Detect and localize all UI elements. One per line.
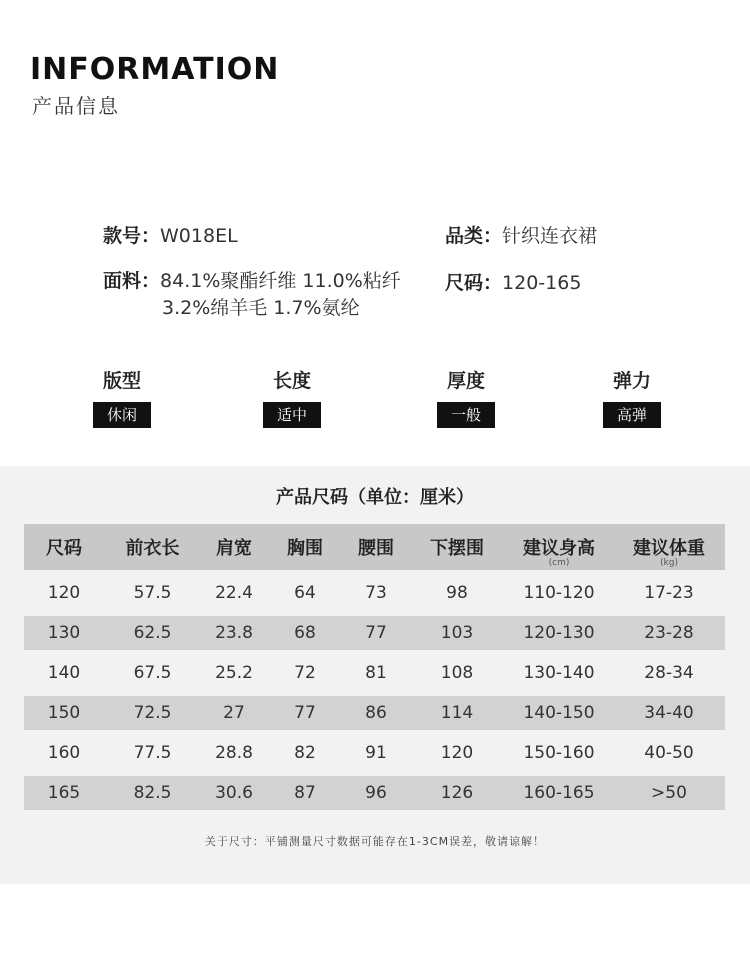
attribute-title: 版型	[102, 370, 141, 392]
size-label: 尺码：	[445, 272, 503, 294]
header-chest: 胸围	[267, 524, 343, 570]
table-cell: 140-150	[505, 696, 613, 730]
table-cell: 114	[409, 696, 505, 730]
size-footnote: 关于尺寸：平铺测量尺寸数据可能存在1-3CM误差，敬请谅解！	[204, 835, 546, 848]
header-hem: 下摆围	[409, 524, 505, 570]
category	[445, 221, 597, 248]
table-cell: 130-140	[505, 650, 613, 696]
table-cell: 23-28	[613, 616, 725, 650]
attribute-title: 长度	[272, 370, 311, 392]
header-front-length: 前衣长	[104, 524, 201, 570]
table-cell: 64	[267, 570, 343, 616]
attribute-title: 弹力	[612, 370, 651, 392]
table-cell: 82	[267, 730, 343, 776]
table-cell: 160	[24, 730, 104, 776]
table-cell: 160-165	[505, 776, 613, 810]
attribute-fit	[62, 366, 182, 428]
table-cell: 130	[24, 616, 104, 650]
table-row	[24, 650, 725, 696]
attribute-thickness	[406, 366, 526, 428]
table-cell: 82.5	[104, 776, 201, 810]
size-table	[24, 524, 725, 810]
table-cell: 126	[409, 776, 505, 810]
table-cell: 150	[24, 696, 104, 730]
table-cell: 22.4	[201, 570, 267, 616]
header-size: 尺码	[24, 524, 104, 570]
table-cell: 40-50	[613, 730, 725, 776]
table-row	[24, 696, 725, 730]
table-cell: 57.5	[104, 570, 201, 616]
table-cell: 28-34	[613, 650, 725, 696]
table-cell: 91	[343, 730, 409, 776]
header-weight: 建议体重 (kg)	[613, 524, 725, 570]
size-value: 120-165	[502, 272, 582, 294]
table-cell: 34-40	[613, 696, 725, 730]
table-header-row	[24, 524, 725, 570]
table-cell: 108	[409, 650, 505, 696]
size-range	[445, 268, 581, 295]
header-height: 建议身高 (cm)	[505, 524, 613, 570]
attribute-tag: 高弹	[603, 402, 661, 428]
table-cell: 17-23	[613, 570, 725, 616]
attribute-title: 厚度	[446, 370, 485, 392]
attribute-length	[232, 366, 352, 428]
table-cell: 67.5	[104, 650, 201, 696]
table-cell: 25.2	[201, 650, 267, 696]
table-row	[24, 776, 725, 810]
table-cell: 150-160	[505, 730, 613, 776]
page-title-en: INFORMATION	[30, 52, 280, 87]
attribute-tag: 一般	[437, 402, 495, 428]
page-title-cn: 产品信息	[32, 94, 120, 118]
fabric-label: 面料：	[103, 270, 161, 292]
attribute-tag: 休闲	[93, 402, 151, 428]
size-table-title: 产品尺码（单位：厘米）	[276, 487, 474, 508]
header-waist: 腰围	[343, 524, 409, 570]
weight-unit: (kg)	[660, 558, 678, 568]
header-shoulder: 肩宽	[201, 524, 267, 570]
table-cell: 110-120	[505, 570, 613, 616]
model-number	[103, 221, 238, 248]
table-cell: 120-130	[505, 616, 613, 650]
table-cell: 77.5	[104, 730, 201, 776]
table-cell: 62.5	[104, 616, 201, 650]
fabric-line-1: 84.1%聚酯纤维 11.0%粘纤	[160, 270, 401, 292]
table-cell: 103	[409, 616, 505, 650]
attribute-elasticity	[572, 366, 692, 428]
fabric	[103, 268, 401, 322]
table-cell: 165	[24, 776, 104, 810]
table-cell: 81	[343, 650, 409, 696]
category-label: 品类：	[445, 225, 503, 247]
table-cell: 87	[267, 776, 343, 810]
table-cell: 30.6	[201, 776, 267, 810]
table-cell: 28.8	[201, 730, 267, 776]
table-cell: 120	[409, 730, 505, 776]
table-cell: 96	[343, 776, 409, 810]
attribute-tag: 适中	[263, 402, 321, 428]
model-value: W018EL	[160, 225, 238, 247]
table-cell: 77	[267, 696, 343, 730]
category-value: 针织连衣裙	[502, 225, 598, 247]
table-cell: 68	[267, 616, 343, 650]
table-cell: 27	[201, 696, 267, 730]
fabric-line-2: 3.2%绵羊毛 1.7%氨纶	[162, 297, 360, 319]
table-cell: 73	[343, 570, 409, 616]
table-row	[24, 730, 725, 776]
table-cell: 98	[409, 570, 505, 616]
table-cell: 77	[343, 616, 409, 650]
model-label: 款号：	[103, 225, 161, 247]
table-cell: 86	[343, 696, 409, 730]
table-cell: 72.5	[104, 696, 201, 730]
table-cell: 72	[267, 650, 343, 696]
table-row	[24, 616, 725, 650]
table-cell: 140	[24, 650, 104, 696]
table-cell: 23.8	[201, 616, 267, 650]
table-cell: 120	[24, 570, 104, 616]
table-row	[24, 570, 725, 616]
height-unit: (cm)	[548, 558, 570, 568]
table-cell: >50	[613, 776, 725, 810]
